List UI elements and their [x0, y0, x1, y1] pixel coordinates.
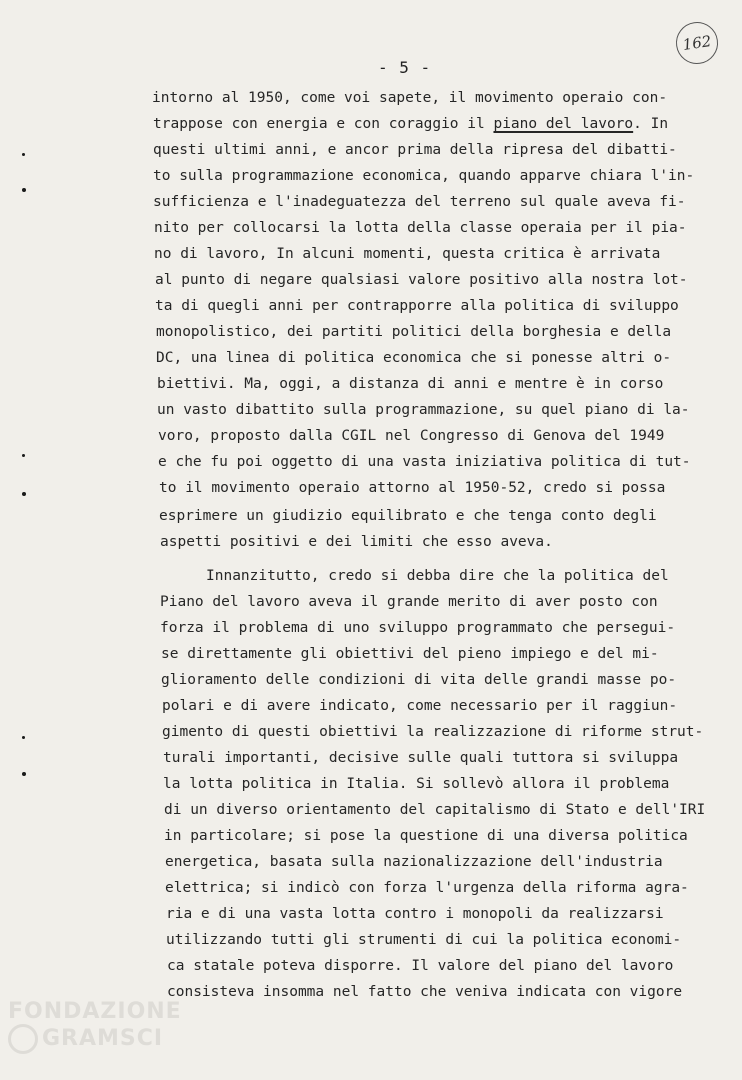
text-fragment: . In	[633, 116, 669, 132]
page-number: - 5 -	[378, 58, 432, 77]
text-line: glioramento delle condizioni di vita delle grandi masse po-	[161, 672, 677, 688]
text-line: la lotta politica in Italia. Si sollevò allora il problema	[163, 776, 670, 792]
text-line: elettrica; si indicò con forza l'urgenza della riforma agra-	[165, 880, 689, 896]
text-line: intorno al 1950, come voi sapete, il movimento operaio con-	[152, 90, 668, 106]
text-line: voro, proposto dalla CGIL nel Congresso di Genova del 1949	[158, 428, 665, 444]
text-line: turali importanti, decisive sulle quali tuttora si sviluppa	[163, 750, 679, 766]
text-line: sufficienza e l'inadeguatezza del terreno sul quale aveva fi-	[153, 194, 686, 210]
folio-number: 162	[673, 19, 720, 66]
text-line: polari e di avere indicato, come necessario per il raggiun-	[162, 698, 678, 714]
text-line: in particolare; si pose la questione di una diversa politica	[164, 828, 688, 844]
text-line: esprimere un giudizio equilibrato e che tenga conto degli	[159, 508, 657, 524]
margin-mark	[22, 492, 26, 496]
watermark-text: GRAMSCI	[42, 1026, 164, 1051]
text-line: se direttamente gli obiettivi del pieno impiego e del mi-	[161, 646, 659, 662]
watermark-line: FONDAZIONE	[8, 999, 182, 1024]
text-line: to sulla programmazione economica, quando apparve chiara l'in-	[153, 168, 695, 184]
margin-mark	[22, 736, 25, 739]
text-line: forza il problema di uno sviluppo programmato che persegui-	[160, 620, 676, 636]
text-line: gimento di questi obiettivi la realizzazione di riforme strut-	[162, 724, 704, 740]
text-line: aspetti positivi e dei limiti che esso aveva.	[160, 534, 553, 550]
text-line: al punto di negare qualsiasi valore positivo alla nostra lot-	[155, 272, 688, 288]
text-line: Innanzitutto, credo si debba dire che la politica del	[206, 568, 669, 584]
text-line: utilizzando tutti gli strumenti di cui la politica economi-	[166, 932, 682, 948]
margin-mark	[22, 153, 25, 156]
underlined-phrase: piano del lavoro	[493, 116, 634, 132]
text-line: no di lavoro, In alcuni momenti, questa critica è arrivata	[154, 246, 661, 262]
text-line: biettivi. Ma, oggi, a distanza di anni e mentre è in corso	[157, 376, 664, 392]
text-fragment: trappose con energia e con coraggio il	[153, 116, 494, 132]
text-line: monopolistico, dei partiti politici della borghesia e della	[156, 324, 672, 340]
text-line: ca statale poteva disporre. Il valore del piano del lavoro	[167, 958, 674, 974]
text-line: to il movimento operaio attorno al 1950-52, credo si possa	[159, 480, 666, 496]
text-line: di un diverso orientamento del capitalismo di Stato e dell'IRI	[164, 802, 706, 818]
text-line: questi ultimi anni, e ancor prima della ripresa del dibatti-	[153, 142, 677, 158]
text-line	[153, 114, 668, 134]
text-line: nito per collocarsi la lotta della classe operaia per il pia-	[154, 220, 687, 236]
margin-mark	[22, 454, 25, 457]
margin-mark	[22, 188, 26, 192]
text-line: energetica, basata sulla nazionalizzazione dell'industria	[165, 854, 663, 870]
archive-watermark	[8, 1000, 182, 1054]
text-line: ria e di una vasta lotta contro i monopoli da realizzarsi	[166, 906, 664, 922]
watermark-line-2	[8, 1024, 182, 1054]
text-line: e che fu poi oggetto di una vasta iniziativa politica di tut-	[158, 454, 691, 470]
text-line: DC, una linea di politica economica che si ponesse altri o-	[156, 350, 672, 366]
text-line: consisteva insomma nel fatto che veniva indicata con vigore	[167, 984, 683, 1000]
margin-mark	[22, 772, 26, 776]
text-line: ta di quegli anni per contrapporre alla politica di sviluppo	[155, 298, 679, 314]
text-line: Piano del lavoro aveva il grande merito di aver posto con	[160, 594, 658, 610]
text-line: un vasto dibattito sulla programmazione, su quel piano di la-	[157, 402, 690, 418]
seal-icon	[8, 1024, 38, 1054]
